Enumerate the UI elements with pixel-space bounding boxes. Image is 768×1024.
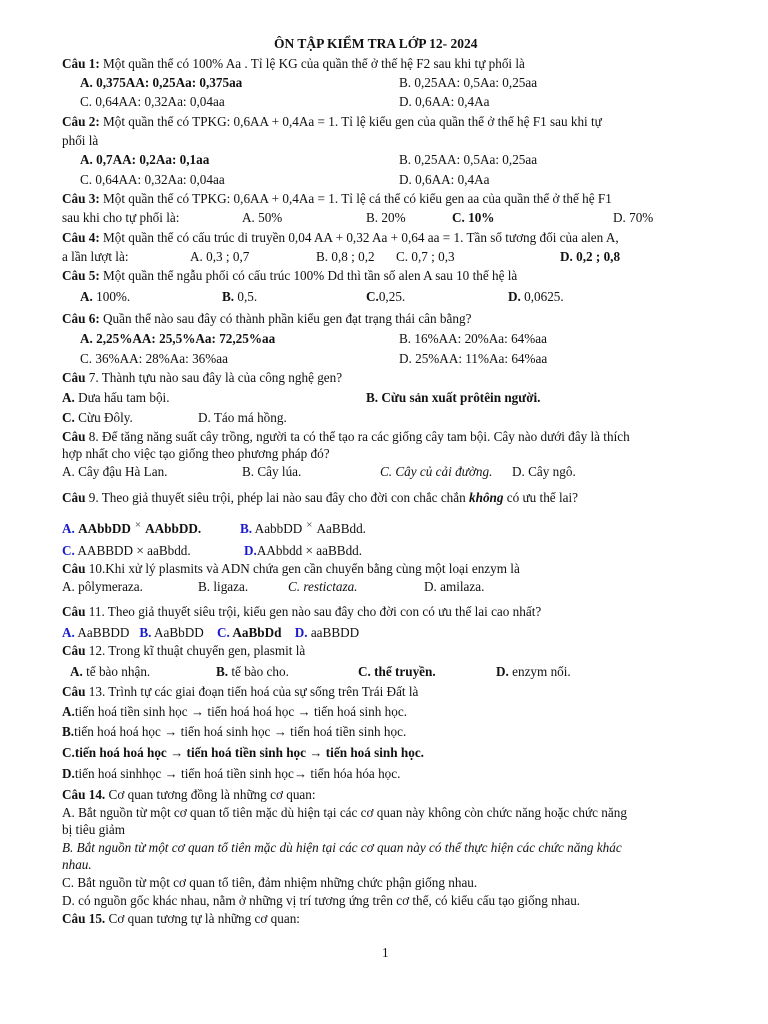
q4-option-c: C. 0,7 ; 0,3 bbox=[396, 249, 455, 264]
question-2 bbox=[62, 114, 602, 130]
q2-text-cont: phối là bbox=[62, 133, 99, 148]
q1-option-b: B. 0,25AA: 0,5Aa: 0,25aa bbox=[399, 75, 538, 90]
q7-option-b: B. Cừu sản xuất prôtêin người. bbox=[366, 390, 541, 405]
question-text: Một quần thể có cấu trúc di truyền 0,04 AA + 0,32 Aa + 0,64 aa = 1. Tần số tương đối của alen A, bbox=[99, 230, 619, 245]
q9-option-a: A. AAbbDD × AAbbDD. bbox=[62, 519, 202, 536]
question-label: Câu 14. bbox=[62, 787, 106, 802]
question-label: Câu 5: bbox=[62, 268, 100, 283]
emphasis-word: không bbox=[469, 490, 504, 505]
q5-option-b: B. 0,5. bbox=[222, 289, 258, 304]
q12-option-a: A. tế bào nhận. bbox=[70, 664, 151, 679]
q6-option-b: B. 16%AA: 20%Aa: 64%aa bbox=[399, 331, 547, 346]
page-number: 1 bbox=[382, 945, 389, 960]
q9-option-d: D.AAbbdd × aaBBdd. bbox=[244, 543, 363, 558]
q10-option-c: C. restictaza. bbox=[288, 579, 358, 594]
question-11 bbox=[62, 604, 541, 620]
question-9: Câu 9. Theo giả thuyết siêu trội, phép lai nào sau đây cho đời con chắc chắn không có ưu thế lai? bbox=[62, 490, 578, 505]
question-label: Câu bbox=[62, 429, 86, 444]
question-1 bbox=[62, 56, 525, 72]
q3-option-b: B. 20% bbox=[366, 210, 406, 225]
q10-option-b: B. ligaza. bbox=[198, 579, 249, 594]
question-text: Một quần thể ngẫu phối có cấu trúc 100% Dd thì tần số alen A sau 10 thế hệ là bbox=[99, 268, 518, 283]
q13-option-a: A.tiến hoá tiền sinh học → tiến hoá hoá học → tiến hoá sinh học. bbox=[62, 704, 408, 719]
question-label: Câu 15. bbox=[62, 911, 106, 926]
q3-text-cont: sau khi cho tự phối là: bbox=[62, 210, 180, 225]
q4-option-d: D. 0,2 ; 0,8 bbox=[560, 249, 621, 264]
question-label: Câu 1: bbox=[62, 56, 100, 71]
question-text: Một quần thể có 100% Aa . Tỉ lệ KG của quần thể ở thế hệ F2 sau khi tự phối là bbox=[99, 56, 525, 71]
question-12 bbox=[62, 643, 305, 659]
q1-option-d: D. 0,6AA: 0,4Aa bbox=[399, 94, 490, 109]
question-3 bbox=[62, 191, 612, 207]
q14-option-d: D. có nguồn gốc khác nhau, nằm ở những vị trí tương ứng trên cơ thể, có kiểu cấu tạo giống nhau. bbox=[62, 893, 581, 908]
question-text: 12. Trong kĩ thuật chuyển gen, plasmit là bbox=[85, 643, 306, 658]
page-title: ÔN TẬP KIỂM TRA LỚP 12- 2024 bbox=[274, 36, 478, 51]
q9-option-b: B. AabbDD × AaBBdd. bbox=[240, 519, 366, 536]
q3-option-c: C. 10% bbox=[452, 210, 495, 225]
question-label: Câu bbox=[62, 490, 86, 505]
question-text: Một quần thể có TPKG: 0,6AA + 0,4Aa = 1. Tỉ lệ cá thể có kiểu gen aa của quần thể ở thế hệ F1 bbox=[99, 191, 612, 206]
question-8 bbox=[62, 429, 630, 445]
q14-option-c: C. Bắt nguồn từ một cơ quan tổ tiên, đảm nhiệm những chức phận giống nhau. bbox=[62, 875, 478, 890]
cross-symbol: × bbox=[134, 519, 142, 531]
question-label: Câu bbox=[62, 643, 86, 658]
q4-option-a: A. 0,3 ; 0,7 bbox=[190, 249, 250, 264]
q13-option-d: D.tiến hoá sinhhọc → tiến hoá tiền sinh học→ tiến hóa hóa học. bbox=[62, 766, 401, 781]
q2-option-a: A. 0,7AA: 0,2Aa: 0,1aa bbox=[80, 152, 210, 167]
cross-symbol: × bbox=[306, 519, 313, 531]
question-label: Câu bbox=[62, 561, 86, 576]
q9-option-c: C. AABBDD × aaBbdd. bbox=[62, 543, 191, 558]
question-text: Một quần thể có TPKG: 0,6AA + 0,4Aa = 1. Tỉ lệ kiểu gen của quần thể ở thế hệ F1 sau khi tự bbox=[99, 114, 602, 129]
q12-option-b: B. tế bào cho. bbox=[216, 664, 289, 679]
q12-option-c: C. thể truyền. bbox=[358, 664, 436, 679]
question-label: Câu bbox=[62, 684, 86, 699]
q2-option-c: C. 0,64AA: 0,32Aa: 0,04aa bbox=[80, 172, 225, 187]
q1-option-c: C. 0,64AA: 0,32Aa: 0,04aa bbox=[80, 94, 225, 109]
q5-option-a: A. 100%. bbox=[80, 289, 131, 304]
q3-option-d: D. 70% bbox=[613, 210, 654, 225]
question-text: 8. Để tăng năng suất cây trồng, người ta có thể tạo ra các giống cây tam bội. Cây nào dưới đây là thích bbox=[85, 429, 630, 444]
q5-option-d: D. 0,0625. bbox=[508, 289, 564, 304]
q13-option-b: B.tiến hoá hoá học → tiến hoá sinh học → tiến hoá tiền sinh học. bbox=[62, 724, 407, 739]
q4-option-b: B. 0,8 ; 0,2 bbox=[316, 249, 375, 264]
question-5 bbox=[62, 268, 517, 284]
question-text: 10.Khi xử lý plasmits và ADN chứa gen cần chuyển bằng cùng một loại enzym là bbox=[85, 561, 520, 576]
q6-option-c: C. 36%AA: 28%Aa: 36%aa bbox=[80, 351, 228, 366]
question-label: Câu 4: bbox=[62, 230, 100, 245]
question-label: Câu 2: bbox=[62, 114, 100, 129]
question-14 bbox=[62, 787, 316, 803]
q10-option-d: D. amilaza. bbox=[424, 579, 485, 594]
question-label: Câu 3: bbox=[62, 191, 100, 206]
q8-option-d: D. Cây ngô. bbox=[512, 464, 576, 479]
q8-option-b: B. Cây lúa. bbox=[242, 464, 302, 479]
q2-option-d: D. 0,6AA: 0,4Aa bbox=[399, 172, 490, 187]
question-text: Quần thể nào sau đây có thành phần kiểu gen đạt trạng thái cân bằng? bbox=[99, 311, 472, 326]
q8-text-cont: hợp nhất cho việc tạo giống theo phương pháp đó? bbox=[62, 446, 330, 461]
question-text: 11. Theo giả thuyết siêu trội, kiểu gen nào sau đây cho đời con có ưu thế lai cao nhất? bbox=[85, 604, 542, 619]
q13-option-c: C.tiến hoá hoá học → tiến hoá tiền sinh học → tiến hoá sinh học. bbox=[62, 745, 424, 760]
q14-option-b: B. Bắt nguồn từ một cơ quan tổ tiên mặc dù hiện tại các cơ quan này có thể thực hiện các chức năng khác bbox=[62, 840, 622, 855]
q7-option-c: C. Cừu Đôly. bbox=[62, 410, 133, 425]
q6-option-d: D. 25%AA: 11%Aa: 64%aa bbox=[399, 351, 548, 366]
question-text: 7. Thành tựu nào sau đây là của công nghệ gen? bbox=[85, 370, 343, 385]
q5-option-c: C.0,25. bbox=[366, 289, 406, 304]
q7-option-a: A. Dưa hấu tam bội. bbox=[62, 390, 170, 405]
question-text: Cơ quan tương tự là những cơ quan: bbox=[105, 911, 300, 926]
question-6 bbox=[62, 311, 471, 327]
q14-option-b-cont: nhau. bbox=[62, 857, 92, 872]
q1-option-a: A. 0,375AA: 0,25Aa: 0,375aa bbox=[80, 75, 243, 90]
q4-text-cont: a lần lượt là: bbox=[62, 249, 129, 264]
question-13 bbox=[62, 684, 418, 700]
q14-option-a-cont: bị tiêu giảm bbox=[62, 822, 125, 837]
question-10 bbox=[62, 561, 520, 577]
q14-option-a: A. Bắt nguồn từ một cơ quan tổ tiên mặc dù hiện tại các cơ quan này không còn chức năng hoặc chức năng bbox=[62, 805, 627, 820]
question-text: 9. Theo giả thuyết siêu trội, phép lai nào sau đây cho đời con chắc chắn bbox=[85, 490, 470, 505]
q7-option-d: D. Táo má hồng. bbox=[198, 410, 287, 425]
question-7 bbox=[62, 370, 342, 386]
question-label: Câu bbox=[62, 370, 86, 385]
question-text: 13. Trình tự các giai đoạn tiến hoá của sự sống trên Trái Đất là bbox=[85, 684, 419, 699]
q2-option-b: B. 0,25AA: 0,5Aa: 0,25aa bbox=[399, 152, 538, 167]
q6-option-a: A. 2,25%AA: 25,5%Aa: 72,25%aa bbox=[80, 331, 276, 346]
q12-option-d: D. enzym nối. bbox=[496, 664, 571, 679]
question-label: Câu bbox=[62, 604, 86, 619]
question-text: Cơ quan tương đồng là những cơ quan: bbox=[105, 787, 316, 802]
q8-option-a: A. Cây đậu Hà Lan. bbox=[62, 464, 168, 479]
question-15 bbox=[62, 911, 300, 927]
q3-option-a: A. 50% bbox=[242, 210, 283, 225]
question-label: Câu 6: bbox=[62, 311, 100, 326]
q10-option-a: A. pôlymeraza. bbox=[62, 579, 143, 594]
q8-option-c: C. Cây củ cải đường. bbox=[380, 464, 493, 479]
question-4 bbox=[62, 230, 619, 246]
q11-options: A. AaBBDD B. AaBbDD C. AaBbDd D. aaBBDD bbox=[62, 625, 360, 640]
